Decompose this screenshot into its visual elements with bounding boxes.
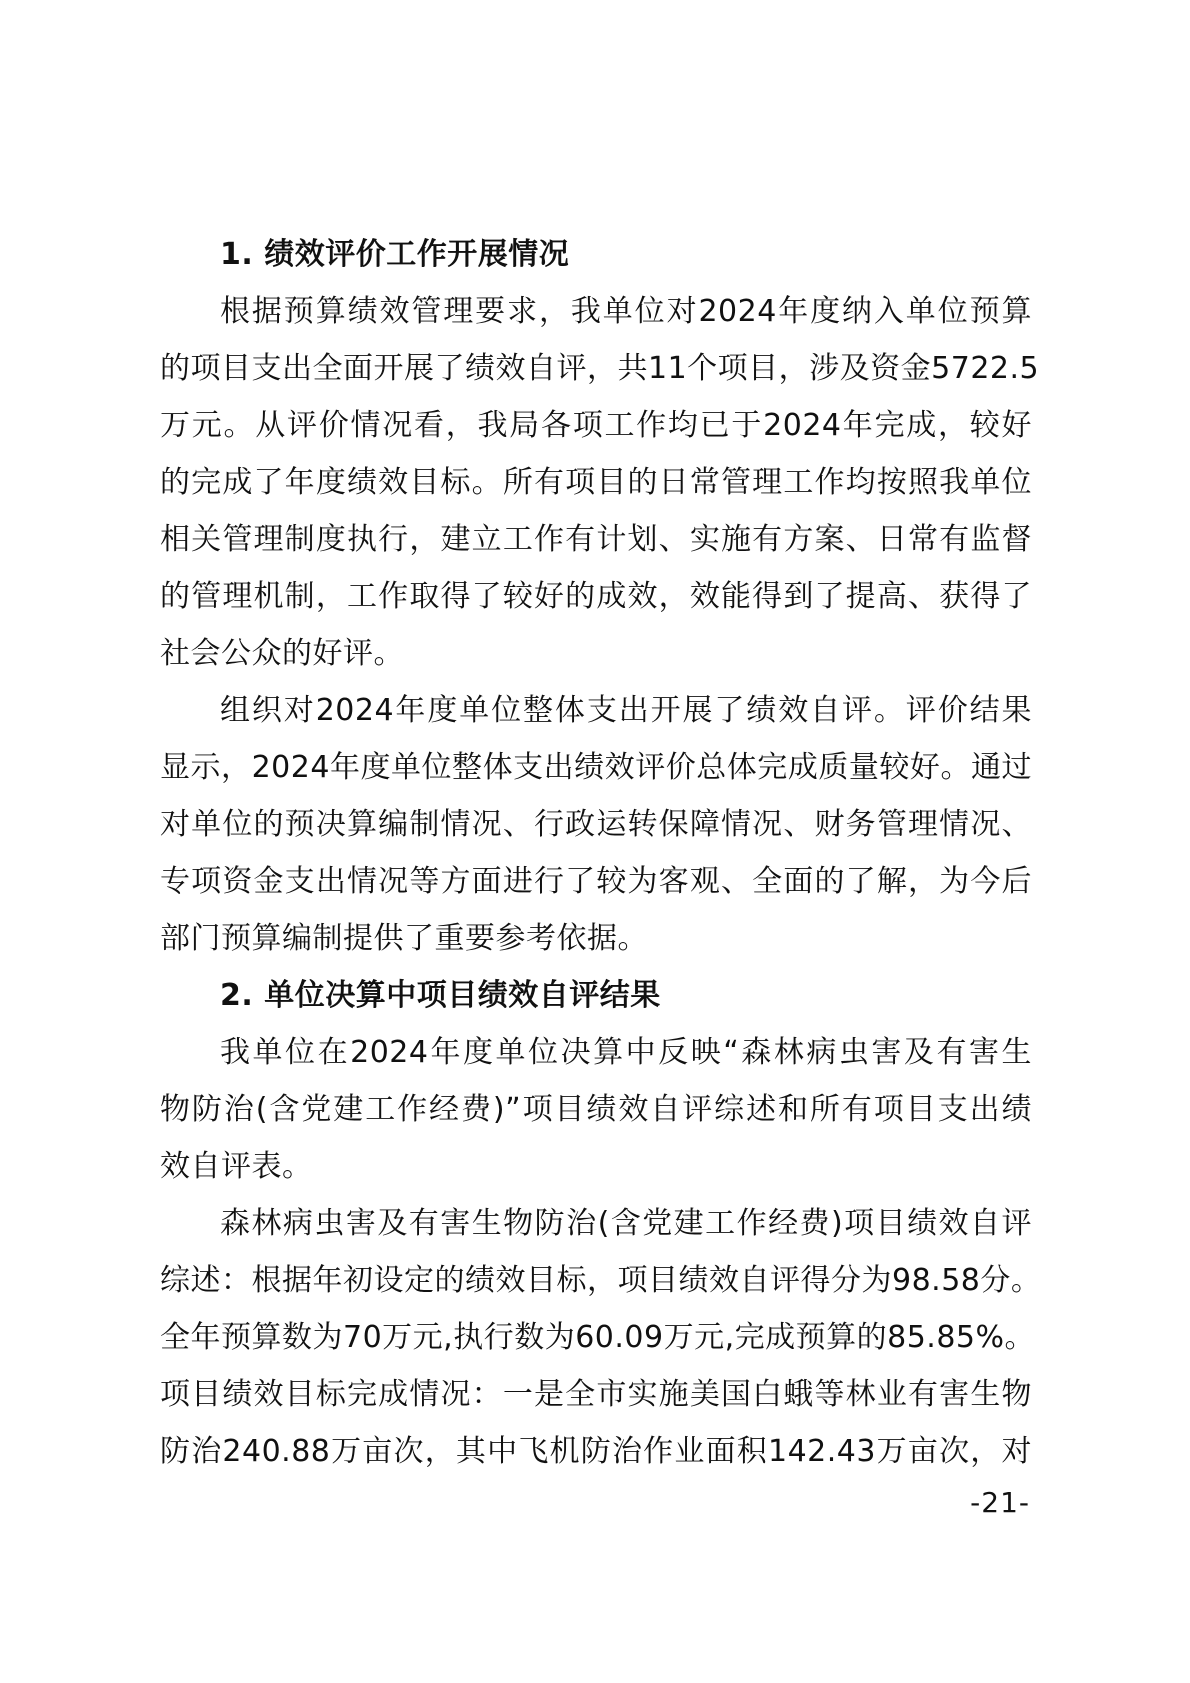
paragraph [160,1024,1032,1195]
paragraph-line: 对单位的预决算编制情况、行政运转保障情况、财务管理情况、 [160,807,1032,842]
paragraph-line: 的完成了年度绩效目标。所有项目的日常管理工作均按照我单位 [160,465,1032,500]
paragraph-line: 万元。从评价情况看，我局各项工作均已于2024年完成，较好 [160,408,1032,443]
paragraph-line: 防治240.88万亩次，其中飞机防治作业面积142.43万亩次，对 [160,1434,1032,1469]
paragraph-line: 项目绩效目标完成情况：一是全市实施美国白蛾等林业有害生物 [160,1377,1032,1412]
paragraph-line: 相关管理制度执行，建立工作有计划、实施有方案、日常有监督 [160,522,1032,557]
paragraph-line: 专项资金支出情况等方面进行了较为客观、全面的了解，为今后 [160,864,1032,899]
paragraph-line: 部门预算编制提供了重要参考依据。 [160,921,648,956]
paragraph-line: 的管理机制，工作取得了较好的成效，效能得到了提高、获得了 [160,579,1032,614]
paragraph-line: 显示，2024年度单位整体支出绩效评价总体完成质量较好。通过 [160,750,1032,785]
page-number: -21- [970,1486,1030,1519]
paragraph-line: 综述：根据年初设定的绩效目标，项目绩效自评得分为98.58分。 [160,1263,1042,1298]
section-heading-1: 1. 绩效评价工作开展情况 [220,237,570,272]
paragraph [160,1195,1042,1480]
paragraph-line: 物防治(含党建工作经费)”项目绩效自评综述和所有项目支出绩 [160,1092,1032,1127]
paragraph-line: 全年预算数为70万元,执行数为60.09万元,完成预算的85.85%。 [160,1320,1036,1355]
paragraph-line: 我单位在2024年度单位决算中反映“森林病虫害及有害生 [220,1035,1032,1070]
paragraph [160,283,1040,682]
document-body [160,226,1042,1480]
paragraph-line: 效自评表。 [160,1149,313,1184]
paragraph-line: 森林病虫害及有害生物防治(含党建工作经费)项目绩效自评 [220,1206,1032,1241]
paragraph-line: 的项目支出全面开展了绩效自评，共11个项目，涉及资金5722.5 [160,351,1040,386]
paragraph [160,682,1032,967]
paragraph-line: 社会公众的好评。 [160,636,404,671]
section-heading-2: 2. 单位决算中项目绩效自评结果 [220,978,661,1013]
paragraph-line: 根据预算绩效管理要求，我单位对2024年度纳入单位预算 [220,294,1032,329]
paragraph-line: 组织对2024年度单位整体支出开展了绩效自评。评价结果 [220,693,1032,728]
